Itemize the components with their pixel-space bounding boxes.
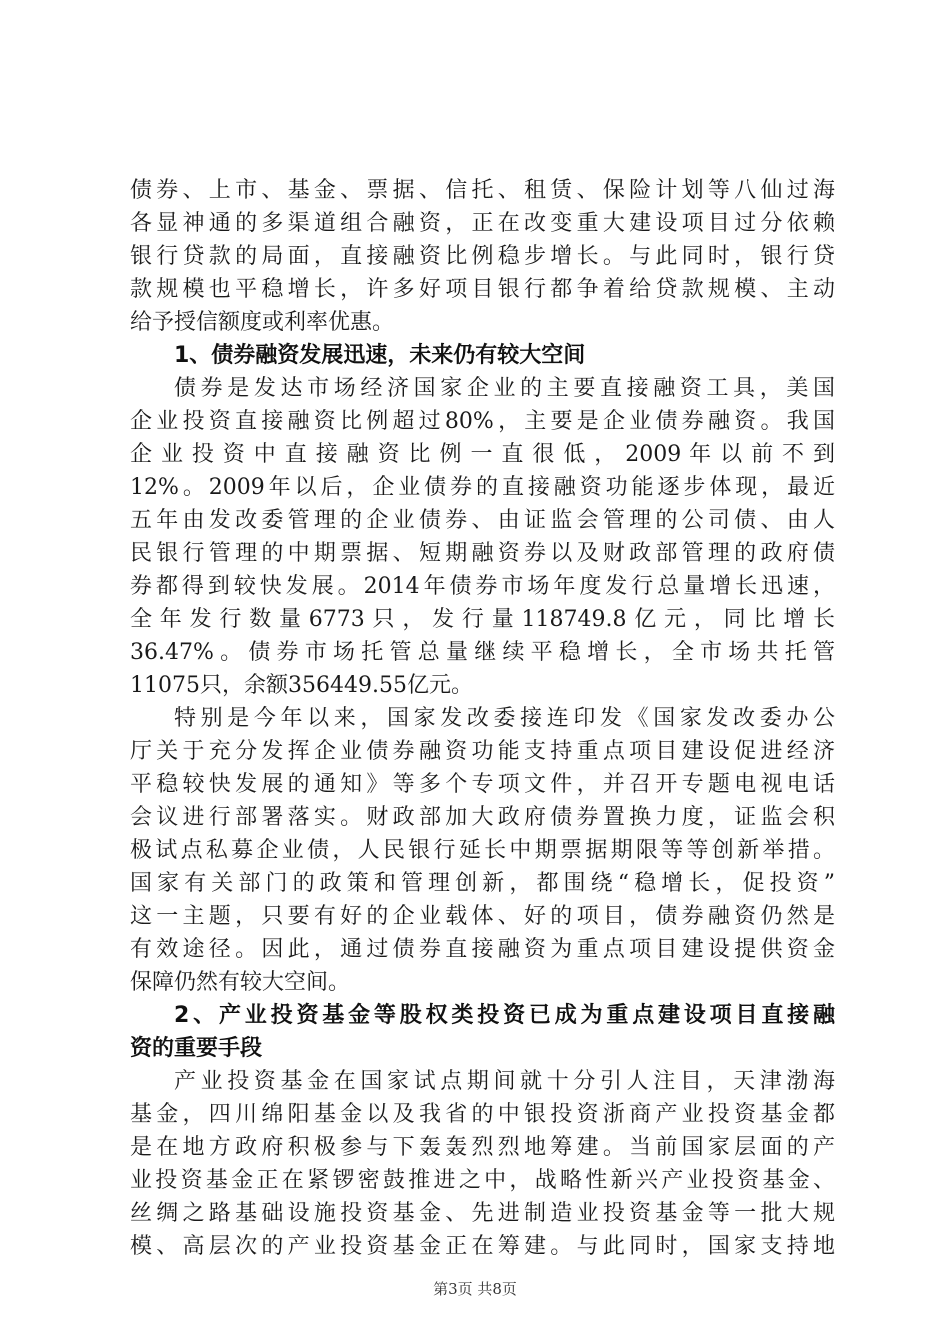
paragraph-line: 产业投资基金在国家试点期间就十分引人注目，天津渤海 bbox=[174, 1069, 835, 1094]
paragraph-line: 券都得到较快发展。2014年债券市场年度发行总量增长迅速， bbox=[130, 574, 835, 599]
paragraph-line: 模、高层次的产业投资基金正在筹建。与此同时，国家支持地 bbox=[130, 1234, 835, 1259]
paragraph-line: 极试点私募企业债，人民银行延长中期票据期限等等创新举措。 bbox=[130, 838, 835, 863]
paragraph-line: 银行贷款的局面，直接融资比例稳步增长。与此同时，银行贷 bbox=[130, 244, 835, 269]
paragraph-line: 五年由发改委管理的企业债券、由证监会管理的公司债、由人 bbox=[130, 508, 835, 533]
paragraph-line: 各显神通的多渠道组合融资，正在改变重大建设项目过分依赖 bbox=[130, 211, 835, 236]
paragraph-line: 是在地方政府积极参与下轰轰烈烈地筹建。当前国家层面的产 bbox=[130, 1135, 835, 1160]
section-heading-line: 2、产业投资基金等股权类投资已成为重点建设项目直接融 bbox=[174, 1003, 835, 1028]
paragraph-line: 款规模也平稳增长，许多好项目银行都争着给贷款规模、主动 bbox=[130, 277, 835, 302]
paragraph-line: 民银行管理的中期票据、短期融资券以及财政部管理的政府债 bbox=[130, 541, 835, 566]
page-footer: 第3页 共8页 bbox=[433, 1280, 517, 1298]
paragraph-line: 企 业 投 资 中 直 接 融 资 比 例 一 直 很 低 ， 2009 年 以 前 不 到 bbox=[130, 442, 835, 467]
paragraph-line: 平稳较快发展的通知》等多个专项文件，并召开专题电视电话 bbox=[130, 772, 835, 797]
paragraph-line: 11075只，余额356449.55亿元。 bbox=[130, 673, 473, 698]
paragraph-line: 基金，四川绵阳基金以及我省的中银投资浙商产业投资基金都 bbox=[130, 1102, 835, 1127]
paragraph-line: 特别是今年以来，国家发改委接连印发《国家发改委办公 bbox=[174, 706, 835, 731]
section-heading-line: 资的重要手段 bbox=[130, 1036, 263, 1061]
paragraph-line: 会议进行部署落实。财政部加大政府债券置换力度，证监会积 bbox=[130, 805, 835, 830]
paragraph-line: 丝绸之路基础设施投资基金、先进制造业投资基金等一批大规 bbox=[130, 1201, 835, 1226]
paragraph-line: 国家有关部门的政策和管理创新，都围绕“稳增长，促投资” bbox=[130, 871, 835, 896]
paragraph-line: 全年发行数量6773只，发行量118749.8亿元，同比增长 bbox=[130, 607, 835, 632]
paragraph-line: 债券、上市、基金、票据、信托、租赁、保险计划等八仙过海 bbox=[130, 178, 835, 203]
paragraph-line: 36.47%。债券市场托管总量继续平稳增长，全市场共托管 bbox=[130, 640, 835, 665]
paragraph-line: 企业投资直接融资比例超过80%，主要是企业债券融资。我国 bbox=[130, 409, 835, 434]
paragraph-line: 给予授信额度或利率优惠。 bbox=[130, 310, 395, 335]
paragraph-line: 业投资基金正在紧锣密鼓推进之中，战略性新兴产业投资基金、 bbox=[130, 1168, 835, 1193]
paragraph-line: 保障仍然有较大空间。 bbox=[130, 970, 351, 995]
document-body bbox=[130, 174, 835, 1263]
paragraph-line: 债券是发达市场经济国家企业的主要直接融资工具，美国 bbox=[174, 376, 835, 401]
paragraph-line: 厅关于充分发挥企业债券融资功能支持重点项目建设促进经济 bbox=[130, 739, 835, 764]
paragraph-line: 12%。2009年以后，企业债券的直接融资功能逐步体现，最近 bbox=[130, 475, 835, 500]
paragraph-line: 这一主题，只要有好的企业载体、好的项目，债券融资仍然是 bbox=[130, 904, 835, 929]
paragraph-line: 有效途径。因此，通过债券直接融资为重点项目建设提供资金 bbox=[130, 937, 835, 962]
section-heading-line: 1、债券融资发展迅速，未来仍有较大空间 bbox=[174, 343, 586, 368]
